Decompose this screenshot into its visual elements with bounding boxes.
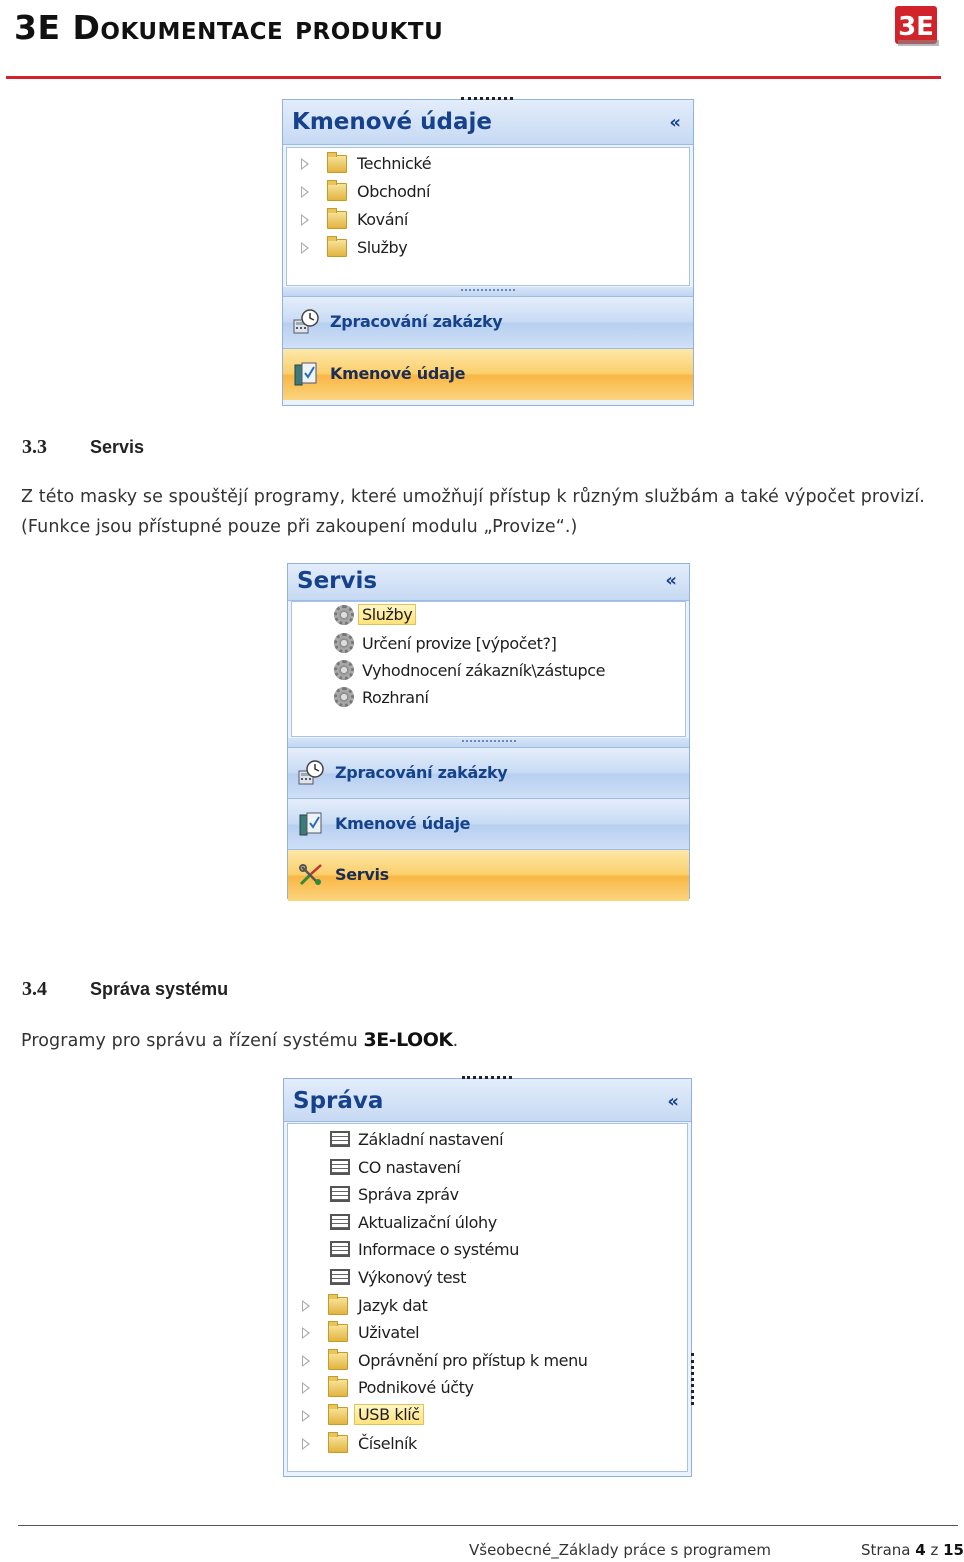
folder-icon xyxy=(327,239,347,257)
svg-text:3E: 3E xyxy=(898,12,934,42)
folder-icon xyxy=(328,1379,348,1397)
tree-item-label: Kování xyxy=(357,210,408,229)
page-prefix: Strana xyxy=(861,1541,911,1559)
expand-arrow-icon[interactable] xyxy=(302,1327,310,1339)
panel-title: Servis xyxy=(297,568,378,594)
page-total: 15 xyxy=(943,1541,964,1559)
list-item[interactable] xyxy=(292,685,685,711)
folder-icon xyxy=(328,1435,348,1453)
collapse-chevron-icon[interactable]: « xyxy=(667,1091,679,1112)
panel-scroll-grip[interactable] xyxy=(688,1353,694,1405)
tree-item-label: Základní nastavení xyxy=(358,1130,504,1149)
tree-item-label-selected: USB klíč xyxy=(354,1404,424,1425)
tree-item[interactable] xyxy=(288,1210,687,1236)
nav-button-label: Kmenové údaje xyxy=(330,364,466,383)
splitter-grip[interactable] xyxy=(288,738,689,747)
nav-button-label: Servis xyxy=(335,865,389,884)
list-item[interactable] xyxy=(292,658,685,684)
tree-item[interactable] xyxy=(287,207,689,233)
tree-item-label: Informace o systému xyxy=(358,1240,519,1260)
header-divider xyxy=(6,76,941,79)
folder-icon xyxy=(327,211,347,229)
tree-item-label: Správa zpráv xyxy=(358,1185,459,1205)
list-item-label: Vyhodnocení zákazník\zástupce xyxy=(362,661,606,680)
nav-button-kmenove-udaje[interactable] xyxy=(283,348,693,400)
folder-icon xyxy=(327,183,347,201)
expand-arrow-icon[interactable] xyxy=(301,158,309,170)
nav-button-label: Zpracování zakázky xyxy=(335,763,508,782)
expand-arrow-icon[interactable] xyxy=(301,242,309,254)
nav-panel-sprava xyxy=(283,1078,692,1477)
folder-icon xyxy=(328,1407,348,1425)
paragraph-sprava xyxy=(21,1025,458,1056)
brand-name: 3E-LOOK xyxy=(363,1029,453,1051)
tree-item-label: Výkonový test xyxy=(358,1268,466,1287)
expand-arrow-icon[interactable] xyxy=(302,1382,310,1394)
expand-arrow-icon[interactable] xyxy=(302,1410,310,1422)
paragraph-servis-line2: (Funkce jsou přístupné pouze při zakoupení modulu „Provize“.) xyxy=(21,517,578,537)
tree-item-label: CO nastavení xyxy=(358,1157,461,1177)
gear-icon xyxy=(334,633,354,653)
nav-panel-servis xyxy=(287,563,690,899)
3e-logo xyxy=(895,6,939,46)
nav-button-label: Kmenové údaje xyxy=(335,814,471,833)
section-heading-sprava xyxy=(22,978,228,1001)
tree-item[interactable] xyxy=(287,151,689,177)
tree-item[interactable] xyxy=(288,1320,687,1346)
tree-item[interactable] xyxy=(288,1431,687,1457)
list-item-label: Rozhraní xyxy=(362,688,429,707)
nav-button-zpracovani-zakazky[interactable] xyxy=(283,296,693,348)
folder-icon xyxy=(327,155,347,173)
tree-item[interactable] xyxy=(288,1375,687,1401)
tree-item[interactable] xyxy=(287,235,689,261)
paragraph-text: Programy pro správu a řízení systému xyxy=(21,1031,364,1051)
paragraph-servis-line1: Z této masky se spouštějí programy, které umožňují přístup k různým službám a také výpočet provizí. xyxy=(21,487,925,507)
panel-tree xyxy=(287,1123,688,1472)
binder-check-icon xyxy=(298,811,324,837)
tree-item[interactable] xyxy=(288,1155,687,1181)
nav-button-servis[interactable] xyxy=(288,849,689,901)
gear-icon xyxy=(334,687,354,707)
tree-item-label: Číselník xyxy=(358,1433,417,1453)
tree-item-label: Podnikové účty xyxy=(358,1378,474,1398)
tree-item-label: Technické xyxy=(357,154,432,173)
tree-item-label: Jazyk dat xyxy=(358,1295,428,1315)
tree-item-label: Služby xyxy=(357,238,408,257)
panel-title: Správa xyxy=(293,1088,384,1114)
section-heading-servis xyxy=(22,436,144,459)
footer-page-number xyxy=(861,1541,964,1559)
tree-item[interactable] xyxy=(288,1293,687,1319)
splitter-grip[interactable] xyxy=(283,287,693,296)
form-icon xyxy=(330,1214,350,1230)
tree-item[interactable] xyxy=(287,179,689,205)
tree-item-label: Obchodní xyxy=(357,182,431,201)
tree-item[interactable] xyxy=(288,1127,687,1153)
form-icon xyxy=(330,1269,350,1285)
tree-item-label: Uživatel xyxy=(358,1323,420,1343)
tree-item[interactable] xyxy=(288,1348,687,1374)
collapse-chevron-icon[interactable]: « xyxy=(669,112,681,133)
form-icon xyxy=(330,1131,350,1147)
section-title: Správa systému xyxy=(90,979,229,999)
panel-list xyxy=(291,601,686,737)
list-item[interactable] xyxy=(292,631,685,657)
nav-button-zpracovani-zakazky[interactable] xyxy=(288,747,689,799)
form-icon xyxy=(330,1241,350,1257)
tree-item[interactable] xyxy=(288,1237,687,1263)
panel-header xyxy=(283,100,693,145)
calculator-clock-icon xyxy=(298,760,324,786)
panel-title: Kmenové údaje xyxy=(292,109,493,135)
panel-tree xyxy=(286,147,690,286)
paragraph-text-end: . xyxy=(452,1031,459,1051)
tools-icon xyxy=(298,862,324,888)
nav-button-label: Zpracování zakázky xyxy=(330,312,503,331)
collapse-chevron-icon[interactable]: « xyxy=(665,570,677,591)
page-current: 4 xyxy=(915,1541,926,1559)
folder-icon xyxy=(328,1324,348,1342)
expand-arrow-icon[interactable] xyxy=(301,186,309,198)
tree-item[interactable] xyxy=(288,1182,687,1208)
gear-icon xyxy=(334,605,354,625)
section-number: 3.4 xyxy=(22,978,47,1000)
binder-check-icon xyxy=(293,361,319,387)
tree-item-label: Aktualizační úlohy xyxy=(358,1212,497,1232)
nav-panel-kmenove-udaje xyxy=(282,99,694,406)
gear-icon xyxy=(334,660,354,680)
section-number: 3.3 xyxy=(22,436,47,458)
expand-arrow-icon[interactable] xyxy=(301,214,309,226)
list-item-label-selected: Služby xyxy=(358,604,416,625)
document-title: 3E Dokumentace produktu xyxy=(14,8,444,47)
list-item[interactable] xyxy=(292,603,685,629)
expand-arrow-icon[interactable] xyxy=(302,1300,310,1312)
list-item-label: Určení provize [výpočet?] xyxy=(362,634,557,653)
expand-arrow-icon[interactable] xyxy=(302,1355,310,1367)
page-separator: z xyxy=(930,1541,939,1559)
form-icon xyxy=(330,1159,350,1175)
folder-icon xyxy=(328,1352,348,1370)
nav-button-kmenove-udaje[interactable] xyxy=(288,798,689,850)
calculator-clock-icon xyxy=(293,309,319,335)
footer-document-name: Všeobecné_Základy práce s programem xyxy=(469,1541,771,1559)
section-title: Servis xyxy=(90,437,145,457)
tree-item-label: Oprávnění pro přístup k menu xyxy=(358,1350,588,1370)
expand-arrow-icon[interactable] xyxy=(302,1438,310,1450)
tree-item[interactable] xyxy=(288,1403,687,1429)
form-icon xyxy=(330,1186,350,1202)
tree-item[interactable] xyxy=(288,1265,687,1291)
footer-divider xyxy=(18,1525,958,1526)
panel-header xyxy=(288,564,689,601)
panel-header xyxy=(284,1079,691,1122)
folder-icon xyxy=(328,1297,348,1315)
